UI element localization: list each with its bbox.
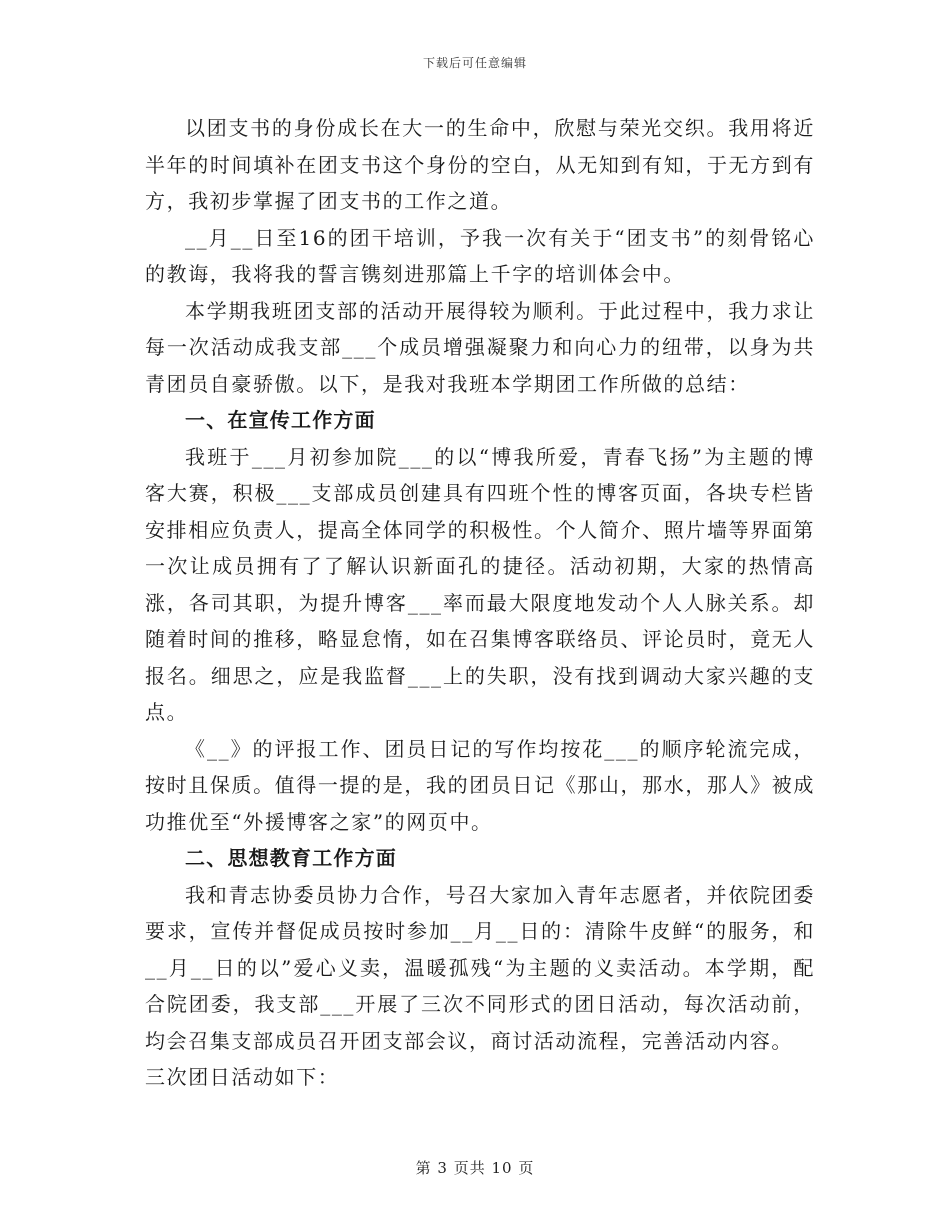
paragraph: 我班于___月初参加院___的以“博我所爱，青春飞扬”为主题的博客大赛，积极___支部成员创建具有四班个性的博客页面，各块专栏皆安排相应负责人，提高全体同学的积极性。个人简介、照片墙等界面第一次让成员拥有了了解认识新面孔的捷径。活动初期，大家的热情高涨，各司其职，为提升博客___率而最大限度地发动个人人脉关系。却随着时间的推移，略显怠惰，如在召集博客联络员、评论员时，竟无人报名。细思之，应是我监督___上的失职，没有找到调动大家兴趣的支点。 — [145, 444, 815, 724]
document-body — [145, 110, 815, 1096]
paragraph: 本学期我班团支部的活动开展得较为顺利。于此过程中，我力求让每一次活动成我支部___个成员增强凝聚力和向心力的纽带，以身为共青团员自豪骄傲。以下，是我对我班本学期团工作所做的总结： — [145, 298, 815, 396]
section-heading: 一、在宣传工作方面 — [185, 408, 376, 432]
page-header-note: 下载后可任意编辑 — [422, 56, 527, 70]
section-heading: 二、思想教育工作方面 — [185, 846, 397, 870]
paragraph: 以团支书的身份成长在大一的生命中，欣慰与荣光交织。我用将近半年的时间填补在团支书这个身份的空白，从无知到有知，于无方到有方，我初步掌握了团支书的工作之道。 — [145, 116, 815, 213]
page-number: 第 3 页共 10 页 — [415, 1159, 535, 1177]
paragraph: 三次团日活动如下： — [145, 1065, 340, 1089]
paragraph: __月__日至16的团干培训，予我一次有关于“团支书”的刻骨铭心的教诲，我将我的誓言镌刻进那篇上千字的培训体会中。 — [145, 225, 815, 286]
paragraph: 《__》的评报工作、团员日记的写作均按花___的顺序轮流完成，按时且保质。值得一提的是，我的团员日记《那山，那水，那人》被成功推优至“外援博客之家”的网页中。 — [145, 736, 815, 834]
paragraph: 我和青志协委员协力合作，号召大家加入青年志愿者，并依院团委要求，宣传并督促成员按时参加__月__日的：清除牛皮鲜“的服务，和__月__日的以”爱心义卖，温暖孤残“为主题的义卖活动。本学期，配合院团委，我支部___开展了三次不同形式的团日活动，每次活动前，均会召集支部成员召开团支部会议，商讨活动流程，完善活动内容。 — [145, 882, 815, 1053]
